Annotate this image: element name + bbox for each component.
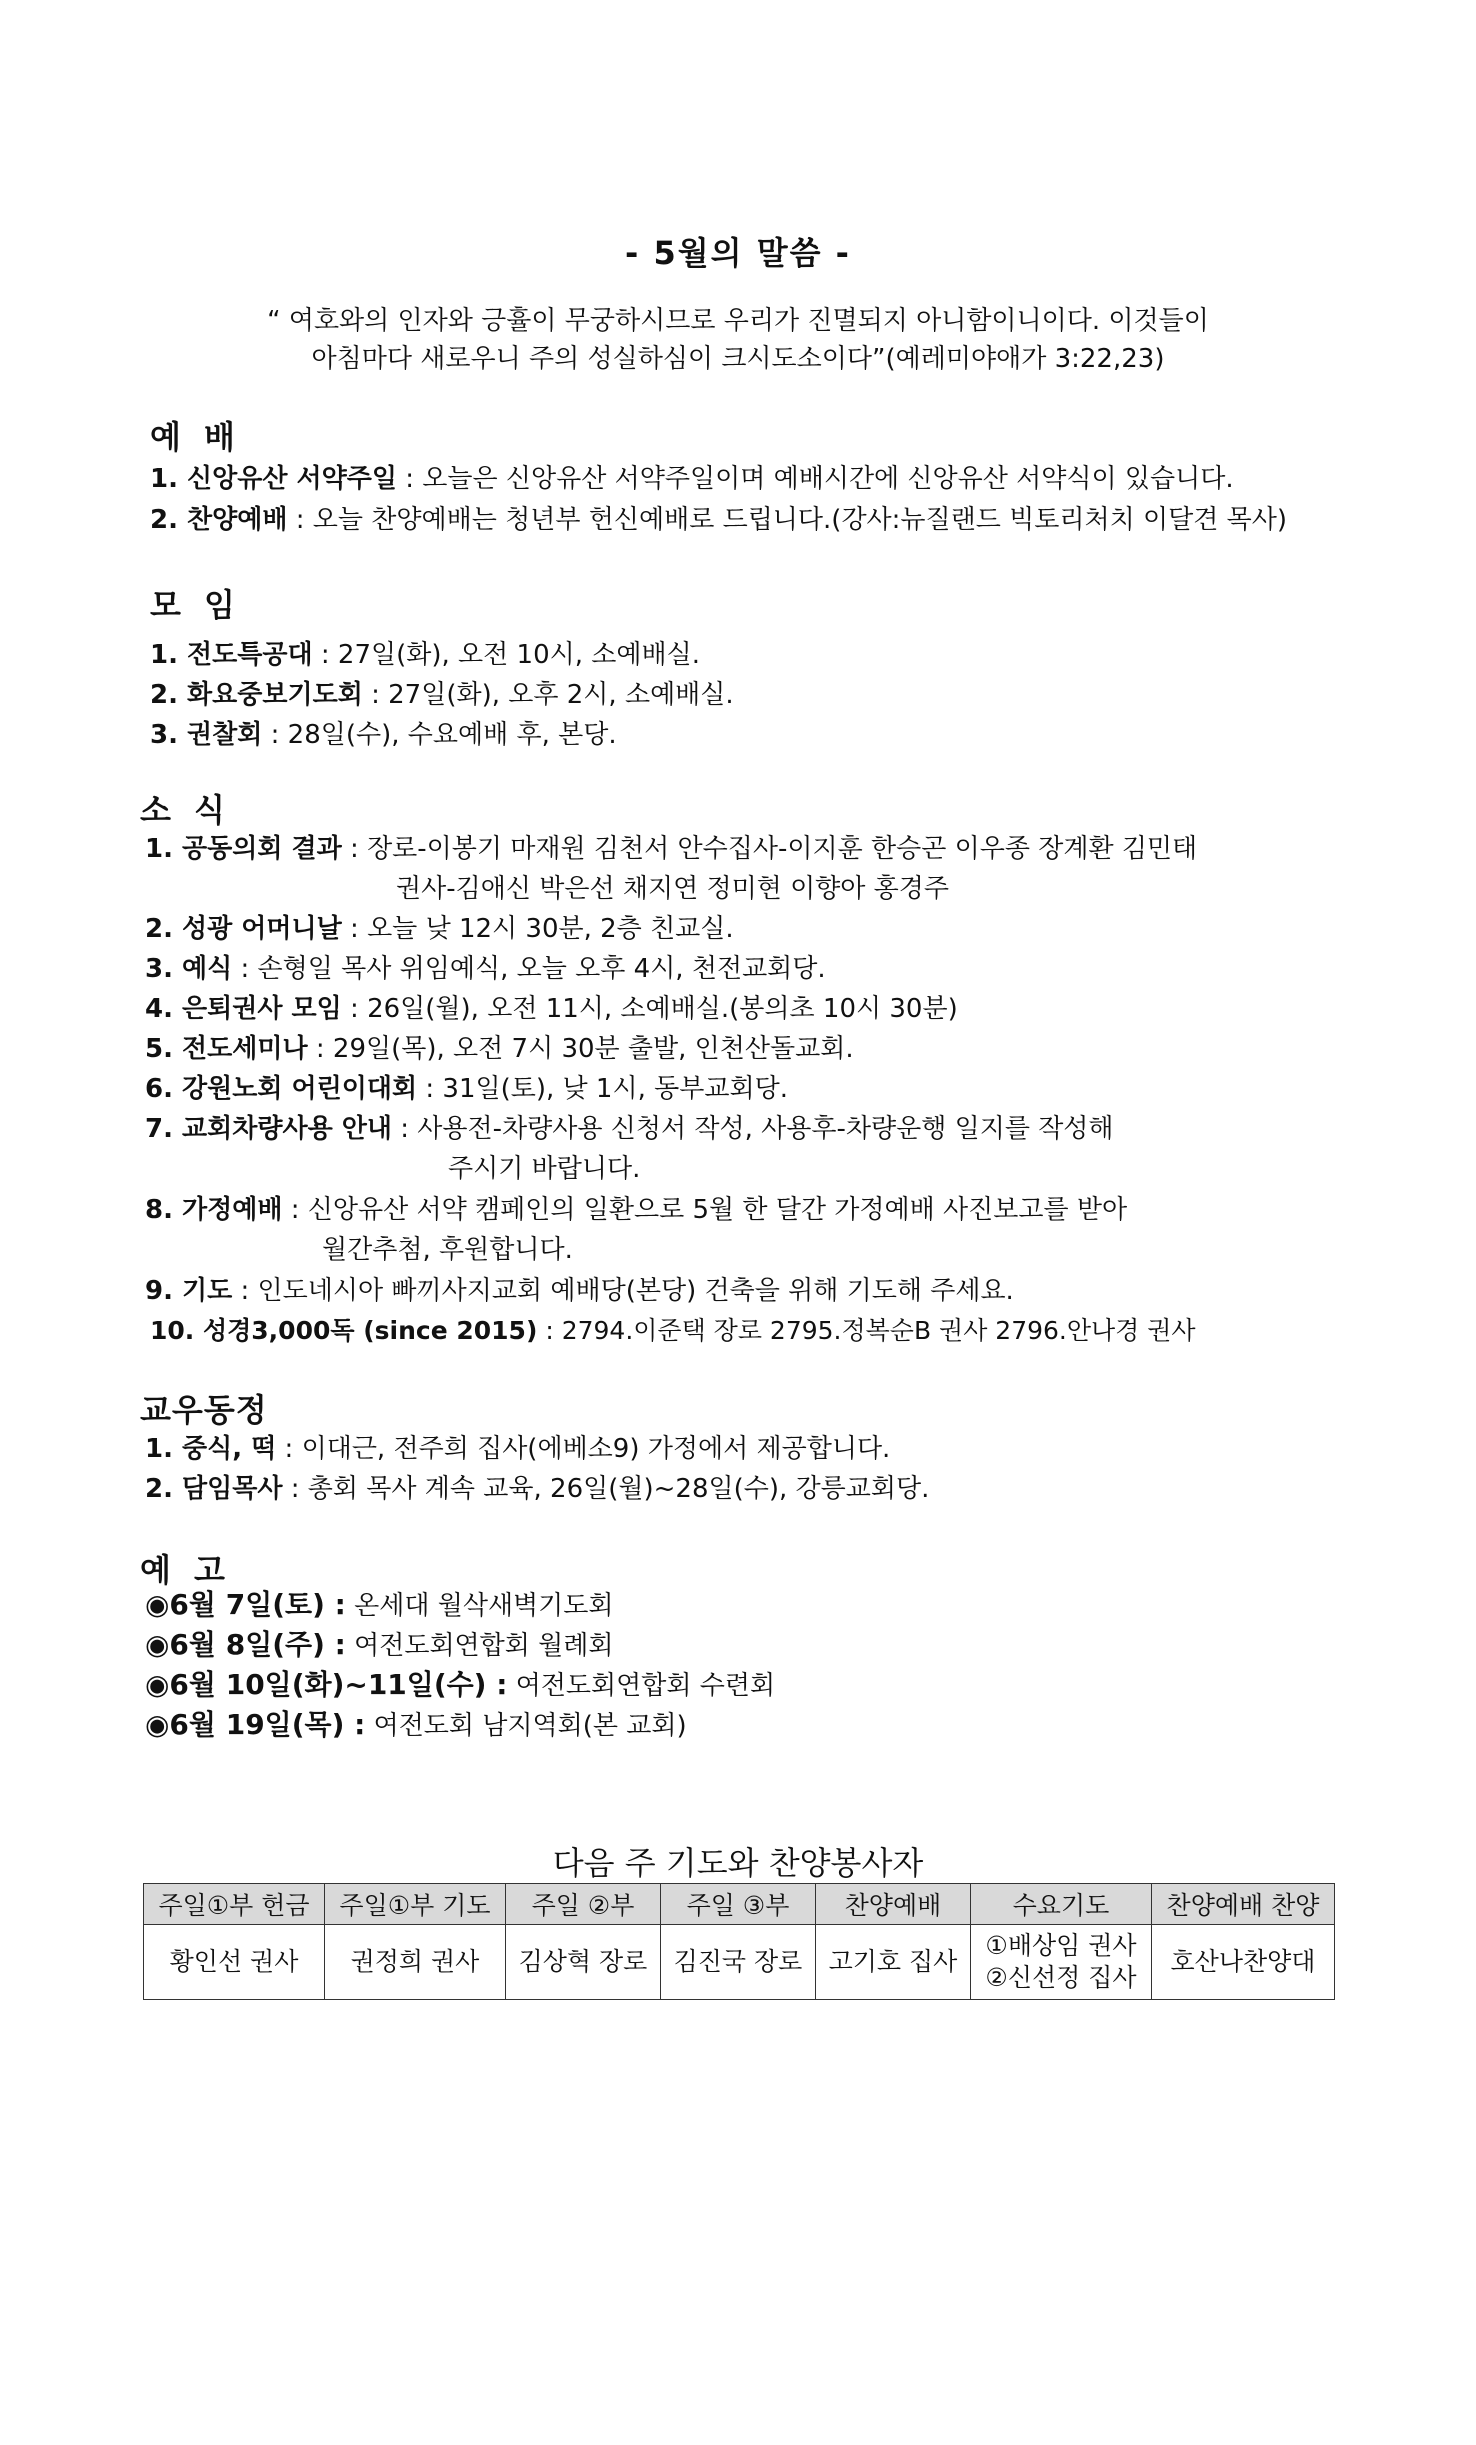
meeting-item-1: 1. 전도특공대 : 27일(화), 오전 10시, 소예배실. (150, 640, 700, 670)
news-item-9: 9. 기도 : 인도네시아 빠끼사지교회 예배당(본당) 건축을 위해 기도해 주세요. (145, 1276, 1014, 1306)
news-item-7-cont: 주시기 바랍니다. (448, 1154, 641, 1184)
table-cell: 고기호 집사 (815, 1925, 970, 2000)
section-heading-meetings: 모 임 (150, 586, 241, 624)
column-header: 주일①부 기도 (324, 1884, 505, 1925)
column-header: 주일 ②부 (505, 1884, 660, 1925)
table-cell-wednesday-prayer (970, 1925, 1151, 2000)
table-cell: 김상혁 장로 (505, 1925, 660, 2000)
column-header: 수요기도 (970, 1884, 1151, 1925)
column-header: 주일①부 헌금 (144, 1884, 325, 1925)
news-item-4: 4. 은퇴권사 모임 : 26일(월), 오전 11시, 소예배실.(봉의초 10시 30분) (145, 994, 958, 1024)
members-item-1: 1. 중식, 떡 : 이대근, 전주희 집사(에베소9) 가정에서 제공합니다. (145, 1434, 891, 1464)
news-item-8-cont: 월간추첨, 후원합니다. (322, 1235, 573, 1265)
section-heading-worship: 예 배 (150, 418, 241, 456)
column-header: 찬양예배 찬양 (1151, 1884, 1334, 1925)
notice-item-2: ◉6월 8일(주) : 여전도회연합회 월례회 (145, 1628, 614, 1661)
servers-table (143, 1883, 1335, 2000)
news-item-10: 10. 성경3,000독 (since 2015) : 2794.이준택 장로 2795.정복순B 권사 2796.안나경 권사 (150, 1316, 1196, 1345)
table-header-row (144, 1884, 1335, 1925)
notice-item-1: ◉6월 7일(토) : 온세대 월삭새벽기도회 (145, 1588, 614, 1621)
news-item-1-cont: 권사-김애신 박은선 채지연 정미현 이향아 홍경주 (396, 874, 950, 904)
table-cell: 호산나찬양대 (1151, 1925, 1334, 2000)
section-heading-members: 교우동정 (140, 1391, 268, 1429)
cell-line-2: ②신선정 집사 (985, 1963, 1137, 1992)
news-item-5: 5. 전도세미나 : 29일(목), 오전 7시 30분 출발, 인천산돌교회. (145, 1034, 854, 1064)
page-title: - 5월의 말씀 - (625, 234, 851, 272)
notice-item-4: ◉6월 19일(목) : 여전도회 남지역회(본 교회) (145, 1708, 687, 1741)
worship-item-1: 1. 신앙유산 서약주일 : 오늘은 신앙유산 서약주일이며 예배시간에 신앙유산 서약식이 있습니다. (150, 464, 1234, 494)
cell-line-1: ①배상임 권사 (985, 1931, 1137, 1960)
news-item-3: 3. 예식 : 손형일 목사 위임예식, 오늘 오후 4시, 천전교회당. (145, 954, 826, 984)
worship-item-2: 2. 찬양예배 : 오늘 찬양예배는 청년부 헌신예배로 드립니다.(강사:뉴질랜드 빅토리처치 이달견 목사) (150, 505, 1287, 535)
news-item-7: 7. 교회차량사용 안내 : 사용전-차량사용 신청서 작성, 사용후-차량운행 일지를 작성해 (145, 1114, 1114, 1144)
servers-table-title: 다음 주 기도와 찬양봉사자 (552, 1844, 924, 1882)
table-cell: 권정희 권사 (324, 1925, 505, 2000)
news-item-6: 6. 강원노회 어린이대회 : 31일(토), 낮 1시, 동부교회당. (145, 1074, 788, 1104)
notice-item-3: ◉6월 10일(화)~11일(수) : 여전도회연합회 수련회 (145, 1668, 776, 1701)
members-item-2: 2. 담임목사 : 총회 목사 계속 교육, 26일(월)~28일(수), 강릉교회당. (145, 1474, 930, 1504)
meeting-item-3: 3. 권찰회 : 28일(수), 수요예배 후, 본당. (150, 720, 617, 750)
verse-line-2: 아침마다 새로우니 주의 성실하심이 크시도소이다”(예레미야애가 3:22,23) (311, 344, 1165, 374)
table-row (144, 1925, 1335, 2000)
verse-line-1: “ 여호와의 인자와 긍휼이 무궁하시므로 우리가 진멸되지 아니함이니이다. 이것들이 (267, 306, 1209, 336)
table-cell: 김진국 장로 (660, 1925, 815, 2000)
column-header: 주일 ③부 (660, 1884, 815, 1925)
section-heading-news: 소 식 (140, 791, 231, 829)
column-header: 찬양예배 (815, 1884, 970, 1925)
table-cell: 황인선 권사 (144, 1925, 325, 2000)
news-item-8: 8. 가정예배 : 신앙유산 서약 캠페인의 일환으로 5월 한 달간 가정예배 사진보고를 받아 (145, 1195, 1128, 1225)
section-heading-notices: 예 고 (140, 1551, 231, 1589)
meeting-item-2: 2. 화요중보기도회 : 27일(화), 오후 2시, 소예배실. (150, 680, 734, 710)
news-item-2: 2. 성광 어머니날 : 오늘 낮 12시 30분, 2층 친교실. (145, 914, 734, 944)
news-item-1: 1. 공동의회 결과 : 장로-이봉기 마재원 김천서 안수집사-이지훈 한승곤 이우종 장계환 김민태 (145, 834, 1198, 864)
